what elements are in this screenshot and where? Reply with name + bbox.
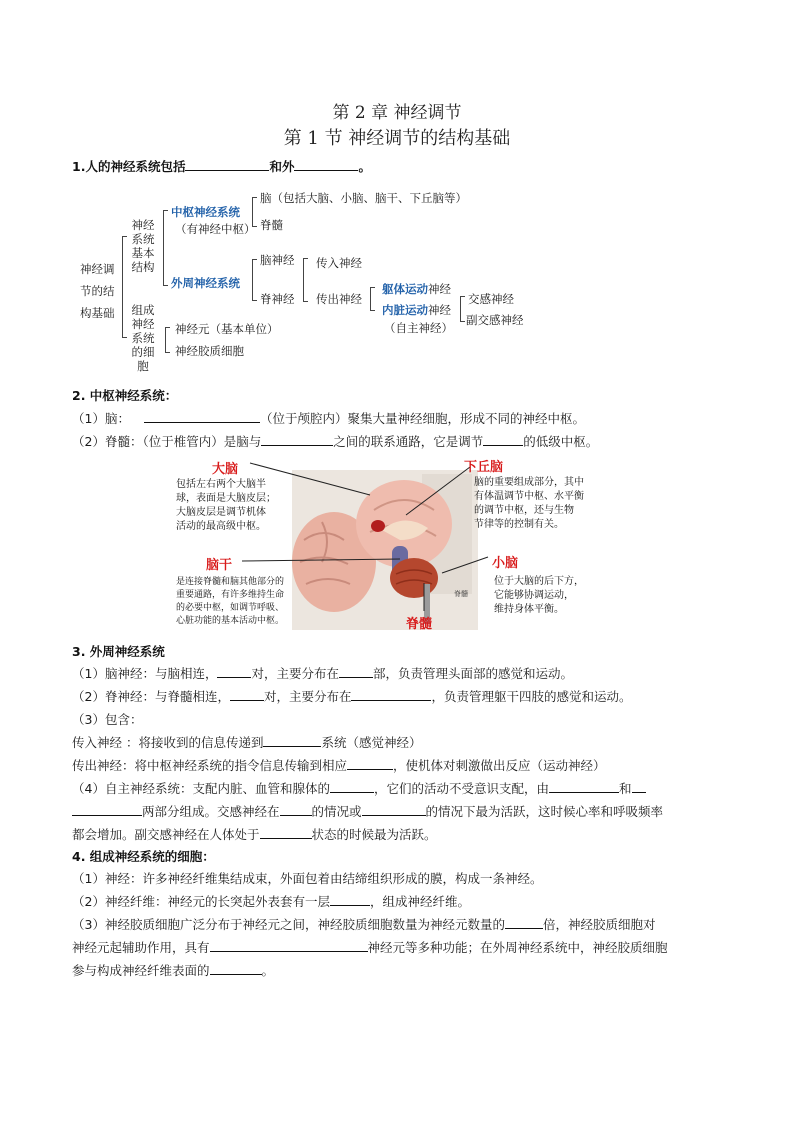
tree-cns: 中枢神经系统 xyxy=(171,205,240,219)
answer-blank[interactable] xyxy=(549,780,619,794)
q3-line-8: 都会增加。副交感神经在人体处于 状态的时候最为活跃。 xyxy=(72,827,437,842)
brace xyxy=(163,210,168,286)
q3-line-4: 传入神经 ：将接收到的信息传递到 系统（感觉神经） xyxy=(72,735,422,750)
answer-blank[interactable] xyxy=(261,433,333,447)
q2-line-2: （2）脊髓：（位于椎管内）是脑与 之间的联系通路，它是调节 的低级中枢。 xyxy=(72,434,599,449)
answer-blank[interactable] xyxy=(294,158,358,172)
brace xyxy=(252,197,257,227)
answer-blank[interactable] xyxy=(217,665,251,679)
answer-blank[interactable] xyxy=(144,410,260,424)
q3-line-5: 传出神经：将中枢神经系统的指令信息传输到相应 ，使机体对刺激做出反应（运动神经） xyxy=(72,758,606,773)
label-cerebellum: 小脑 xyxy=(492,556,519,571)
q4-line-3: （3）神经胶质细胞广泛分布于神经元之间，神经胶质细胞数量为神经元数量的 倍，神经胶质细胞对 xyxy=(72,917,656,932)
q3-line-7: 两部分组成。交感神经在 的情况或 的情况下最为活跃，这时候心率和呼吸频率 xyxy=(72,802,663,820)
q4-line-5: 参与构成神经纤维表面的 。 xyxy=(72,963,275,978)
answer-blank[interactable] xyxy=(230,688,264,702)
tree-spinal-nerve: 脊神经 xyxy=(260,292,295,306)
tree-neuron: 神经元（基本单位） xyxy=(175,322,279,336)
q3-line-1: （1）脑神经：与脑相连， 对，主要分布在 部，负责管理头面部的感觉和运动。 xyxy=(72,666,573,681)
answer-blank[interactable] xyxy=(210,939,368,953)
tree-afferent: 传入神经 xyxy=(316,256,362,270)
answer-blank[interactable] xyxy=(72,803,142,817)
q3-line-6: （4）自主神经系统：支配内脏、血管和腺体的 ，它们的活动不受意识支配，由 和 xyxy=(72,779,646,797)
tree-somatic: 躯体运动神经 xyxy=(382,282,451,296)
answer-blank[interactable] xyxy=(280,803,312,817)
brace xyxy=(303,258,308,302)
q2-line-1: （1）脑： （位于颅腔内）聚集大量神经细胞，形成不同的神经中枢。 xyxy=(72,411,585,426)
tree-nervous-cells: 组成神经系统的细胞 xyxy=(131,303,155,373)
tree-efferent: 传出神经 xyxy=(316,292,362,306)
tree-cranial-nerve: 脑神经 xyxy=(260,253,295,267)
tree-pns: 外周神经系统 xyxy=(171,276,240,290)
answer-blank[interactable] xyxy=(505,916,543,930)
chapter-title: 第 2 章 神经调节 xyxy=(332,103,462,123)
brace xyxy=(252,259,257,301)
question-3-heading: 3. 外周神经系统 xyxy=(72,644,165,659)
answer-blank[interactable] xyxy=(339,665,373,679)
tree-brain: 脑（包括大脑、小脑、脑干、下丘脑等） xyxy=(260,191,467,205)
label-brainstem: 脑干 xyxy=(206,558,233,573)
answer-blank[interactable] xyxy=(330,780,374,794)
tree-spinal-cord: 脊髓 xyxy=(260,218,283,232)
text-brainstem: 是连接脊髓和脑其他部分的 重要通路，有许多维持生命 的必要中枢，如调节呼吸、 心脏功能的基本活动中枢。 xyxy=(176,577,285,626)
answer-blank[interactable] xyxy=(263,734,321,748)
label-cerebrum: 大脑 xyxy=(212,462,239,477)
tree-parasympathetic: 副交感神经 xyxy=(466,313,524,327)
label-spinal-cord: 脊髓 xyxy=(406,617,433,632)
answer-blank[interactable] xyxy=(185,158,269,172)
label-hypothalamus: 下丘脑 xyxy=(464,460,504,475)
answer-blank[interactable] xyxy=(483,433,523,447)
tree-basic-structure: 神经系统基本结构 xyxy=(131,218,155,274)
answer-blank[interactable] xyxy=(260,826,312,840)
tree-cns-note: （有神经中枢） xyxy=(175,222,256,236)
answer-blank[interactable] xyxy=(330,893,370,907)
question-1: 1.人的神经系统包括 和外 。 xyxy=(72,159,371,174)
tree-visceral: 内脏运动神经 xyxy=(382,303,451,317)
answer-blank[interactable] xyxy=(347,757,393,771)
answer-blank[interactable] xyxy=(632,780,646,794)
answer-blank[interactable] xyxy=(210,962,262,976)
answer-blank[interactable] xyxy=(351,688,431,702)
text-hypothalamus: 脑的重要组成部分，其中 有体温调节中枢、水平衡 的调节中枢，还与生物 节律等的控制有关。 xyxy=(474,477,584,530)
brace xyxy=(370,287,375,311)
question-2-heading: 2. 中枢神经系统： xyxy=(72,388,178,403)
tree-root: 神经调 节的结 构基础 xyxy=(80,262,115,320)
q4-line-1: （1）神经：许多神经纤维集结成束，外面包着由结缔组织形成的膜，构成一条神经。 xyxy=(72,871,543,886)
answer-blank[interactable] xyxy=(362,803,426,817)
tree-glia: 神经胶质细胞 xyxy=(175,344,244,358)
question-4-heading: 4. 组成神经系统的细胞： xyxy=(72,849,215,864)
q3-line-2: （2）脊神经：与脊髓相连， 对，主要分布在 ，负责管理躯干四肢的感觉和运动。 xyxy=(72,689,632,704)
tree-autonomic: （自主神经） xyxy=(384,321,453,335)
section-title: 第 1 节 神经调节的结构基础 xyxy=(283,128,511,149)
q4-line-2: （2）神经纤维：神经元的长突起外表套有一层 ，组成神经纤维。 xyxy=(72,894,470,909)
text-cerebrum: 包括左右两个大脑半 球，表面是大脑皮层； 大脑皮层是调节机体 活动的最高级中枢。 xyxy=(176,479,276,532)
brace xyxy=(165,327,170,353)
figure-tiny-label: 脊髓 xyxy=(454,590,468,598)
q3-line-3: （3）包含： xyxy=(72,712,143,727)
tree-sympathetic: 交感神经 xyxy=(468,292,514,306)
text-cerebellum: 位于大脑的后下方， 它能够协调运动， 维持身体平衡。 xyxy=(494,576,584,615)
brace xyxy=(122,236,127,338)
brace xyxy=(460,296,465,322)
q4-line-4: 神经元起辅助作用，具有 神经元等多种功能；在外周神经系统中，神经胶质细胞 xyxy=(72,940,668,955)
